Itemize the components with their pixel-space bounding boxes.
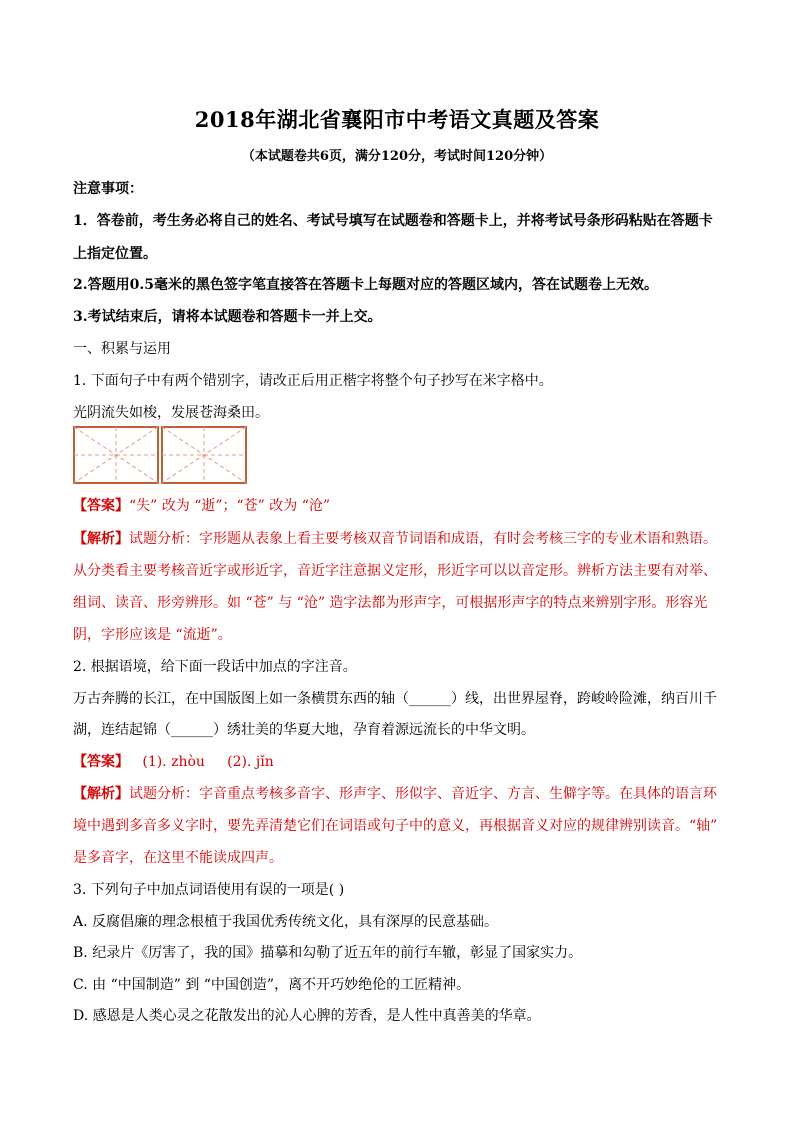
question-2-analysis xyxy=(73,783,733,803)
option-c: C. 由 “中国制造” 到 “中国创造”，离不开巧妙绝伦的工匠精神。 xyxy=(73,977,471,993)
notice-item-1: 1．答卷前，考生务必将自己的姓名、考试号填写在试题卷和答题卡上，并将考试号条形码粘贴在答题卡 xyxy=(73,213,713,229)
document-title: 2018年湖北省襄阳市中考语文真题及答案 xyxy=(194,107,600,132)
mi-grid-cell xyxy=(73,426,159,484)
notice-item-1-cont: 上指定位置。 xyxy=(73,246,157,262)
analysis-tag: 【解析】 xyxy=(73,786,129,802)
analysis-text: 试题分析：字音重点考核多音字、形声字、形似字、音近字、方言、生僻字等。在具体的语言环 xyxy=(129,786,717,802)
option-a: A. 反腐倡廉的理念根植于我国优秀传统文化，具有深厚的民意基础。 xyxy=(73,914,499,930)
analysis-text: 阴，字形应该是 “流逝”。 xyxy=(73,627,232,643)
answer-text: “失” 改为 “逝”；“苍” 改为 “沧” xyxy=(129,498,331,514)
notice-heading: 注意事项： xyxy=(73,181,143,197)
question-2-passage: 万古奔腾的长江，在中国版图上如一条横贯东西的轴（______）线，出世界屋脊，跨峻岭险滩，纳百川千 xyxy=(73,691,717,707)
section-heading: 一、积累与运用 xyxy=(73,341,171,357)
question-1-analysis xyxy=(73,528,733,548)
writing-grid xyxy=(73,426,247,484)
notice-item-3: 3.考试结束后，请将本试题卷和答题卡一并上交。 xyxy=(73,309,382,325)
question-1-answer xyxy=(73,495,733,515)
analysis-text: 组词、读音、形旁辨形。如 “苍” 与 “沧” 造字法都为形声字，可根据形声字的特点来辨别字形。形容光 xyxy=(73,595,708,611)
answer-text: (1). zhòu (2). jǐn xyxy=(129,754,274,770)
notice-item-2: 2.答题用0.5毫米的黑色签字笔直接答在答题卡上每题对应的答题区域内，答在试题卷上无效。 xyxy=(73,277,658,293)
answer-tag: 【答案】 xyxy=(73,498,129,514)
analysis-text: 境中遇到多音多义字时，要先弄清楚它们在词语或句子中的意义，再根据音义对应的规律辨别读音。“轴” xyxy=(73,818,718,834)
analysis-text: 是多音字，在这里不能读成四声。 xyxy=(73,850,283,866)
question-1-sentence: 光阴流失如梭，发展苍海桑田。 xyxy=(73,405,269,421)
question-2-passage-cont: 湖，连结起锦（______）绣壮美的华夏大地，孕育着源远流长的中华文明。 xyxy=(73,722,535,738)
document-subtitle: （本试题卷共6页，满分120分，考试时间120分钟） xyxy=(241,149,553,164)
option-b: B. 纪录片《厉害了，我的国》描摹和勾勒了近五年的前行车辙，彰显了国家实力。 xyxy=(73,945,583,961)
question-1-prompt: 1. 下面句子中有两个错别字，请改正后用正楷字将整个句子抄写在米字格中。 xyxy=(73,373,553,389)
answer-tag: 【答案】 xyxy=(73,754,129,770)
question-2-answer xyxy=(73,751,733,771)
mi-grid-cell xyxy=(161,426,247,484)
option-d: D. 感恩是人类心灵之花散发出的沁人心脾的芳香，是人性中真善美的华章。 xyxy=(73,1008,541,1024)
question-2-prompt: 2. 根据语境，给下面一段话中加点的字注音。 xyxy=(73,659,357,675)
question-3-prompt: 3. 下列句子中加点词语使用有误的一项是( ) xyxy=(73,882,345,898)
analysis-tag: 【解析】 xyxy=(73,531,129,547)
analysis-text: 从分类看主要考核音近字或形近字，音近字注意据义定形，形近字可以以音定形。辨析方法主要有对举、 xyxy=(73,563,717,579)
analysis-text: 试题分析：字形题从表象上看主要考核双音节词语和成语，有时会考核三字的专业术语和熟语。 xyxy=(129,531,717,547)
